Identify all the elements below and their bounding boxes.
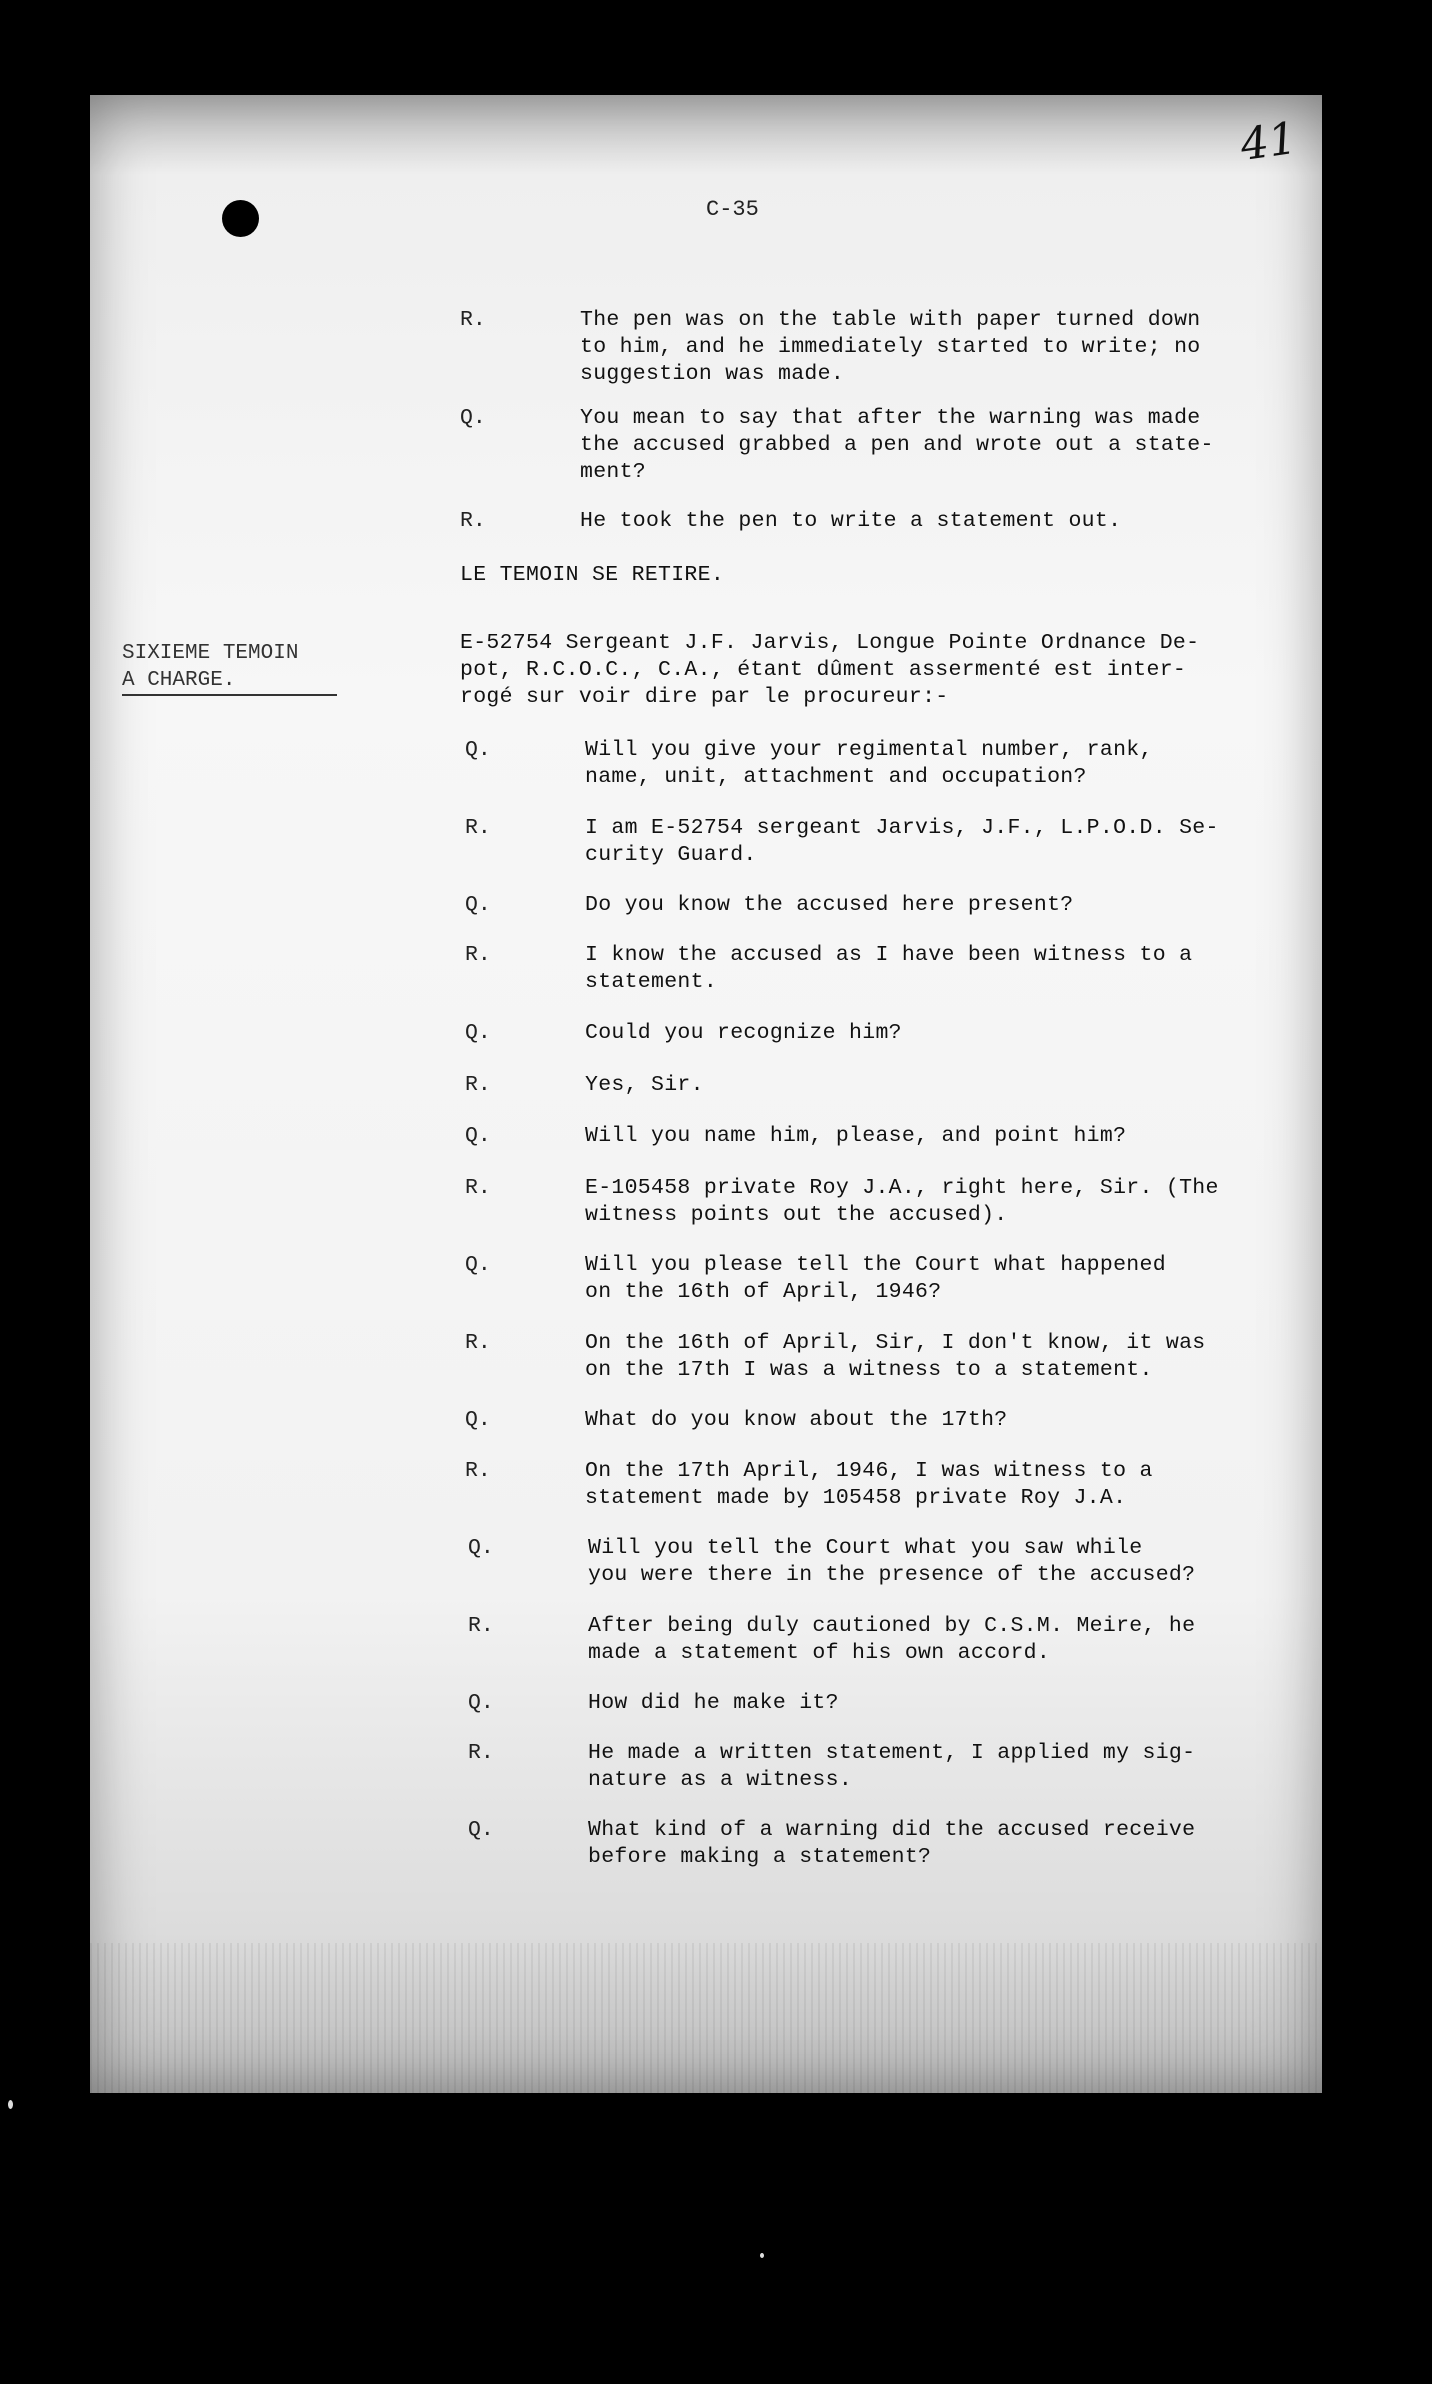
entry-text: How did he make it? [588,1691,839,1715]
entry-label: R. [465,1073,491,1097]
entry-label: Q. [468,1818,494,1842]
entry-label: R. [465,816,491,840]
entry-label: Q. [468,1691,494,1715]
entry-text: On the 16th of April, Sir, I don't know, it was on the 17th I was a witness to a statement. [585,1331,1206,1382]
punch-hole [222,200,259,237]
entry-text: On the 17th April, 1946, I was witness to a statement made by 105458 private Roy J.A. [585,1459,1153,1510]
entry-label: R. [465,943,491,967]
witness-side-note [122,640,342,696]
page-id: C-35 [706,197,759,222]
entry-label: Q. [465,893,491,917]
entry-label: R. [460,509,486,533]
entry-text: What do you know about the 17th? [585,1408,1008,1432]
entry-text: Will you give your regimental number, rank, name, unit, attachment and occupation? [585,738,1153,789]
entry-label: R. [460,308,486,332]
entry-label: R. [465,1176,491,1200]
entry-text: E-105458 private Roy J.A., right here, Sir. (The witness points out the accused). [585,1176,1219,1227]
entry-text: Could you recognize him? [585,1021,902,1045]
entry-text: He made a written statement, I applied my sig- nature as a witness. [588,1741,1196,1792]
entry-text: What kind of a warning did the accused receive before making a statement? [588,1818,1196,1869]
entry-text: He took the pen to write a statement out. [580,509,1122,533]
scan-speck [760,2253,764,2258]
entry-label: Q. [465,1021,491,1045]
entry-text: Will you please tell the Court what happened on the 16th of April, 1946? [585,1253,1166,1304]
entry-text: I am E-52754 sergeant Jarvis, J.F., L.P.O.D. Se- curity Guard. [585,816,1219,867]
entry-label: R. [468,1741,494,1765]
entry-label: Q. [468,1536,494,1560]
entry-label: Q. [465,1124,491,1148]
entry-text: The pen was on the table with paper turned down to him, and he immediately started to write; no suggestion was made. [580,308,1201,386]
entry-label: Q. [465,1408,491,1432]
folio-number: 41 [1237,112,1300,172]
entry-label: Q. [460,406,486,430]
entry-label: R. [465,1459,491,1483]
entry-text: Yes, Sir. [585,1073,704,1097]
entry-text: I know the accused as I have been witness to a statement. [585,943,1193,994]
scan-speck [8,2100,13,2109]
witness-intro: E-52754 Sergeant J.F. Jarvis, Longue Pointe Ordnance De- pot, R.C.O.C., C.A., étant dûment assermenté est inter- rogé sur voir dire par le procureur:- [460,631,1200,709]
entry-text: After being duly cautioned by C.S.M. Meire, he made a statement of his own accord. [588,1614,1196,1665]
document-page [90,95,1322,2093]
entry-text: Do you know the accused here present? [585,893,1074,917]
entry-text: Will you tell the Court what you saw while you were there in the presence of the accused? [588,1536,1196,1587]
entry-text: Will you name him, please, and point him? [585,1124,1127,1148]
witness-retires: LE TEMOIN SE RETIRE. [460,563,725,587]
entry-label: R. [465,1331,491,1355]
side-note-line2: A CHARGE. [122,667,337,696]
entry-label: Q. [465,1253,491,1277]
entry-label: Q. [465,738,491,762]
entry-text: You mean to say that after the warning was made the accused grabbed a pen and wrote out a state- ment? [580,406,1214,484]
side-note-line1: SIXIEME TEMOIN [122,642,299,665]
entry-label: R. [468,1614,494,1638]
